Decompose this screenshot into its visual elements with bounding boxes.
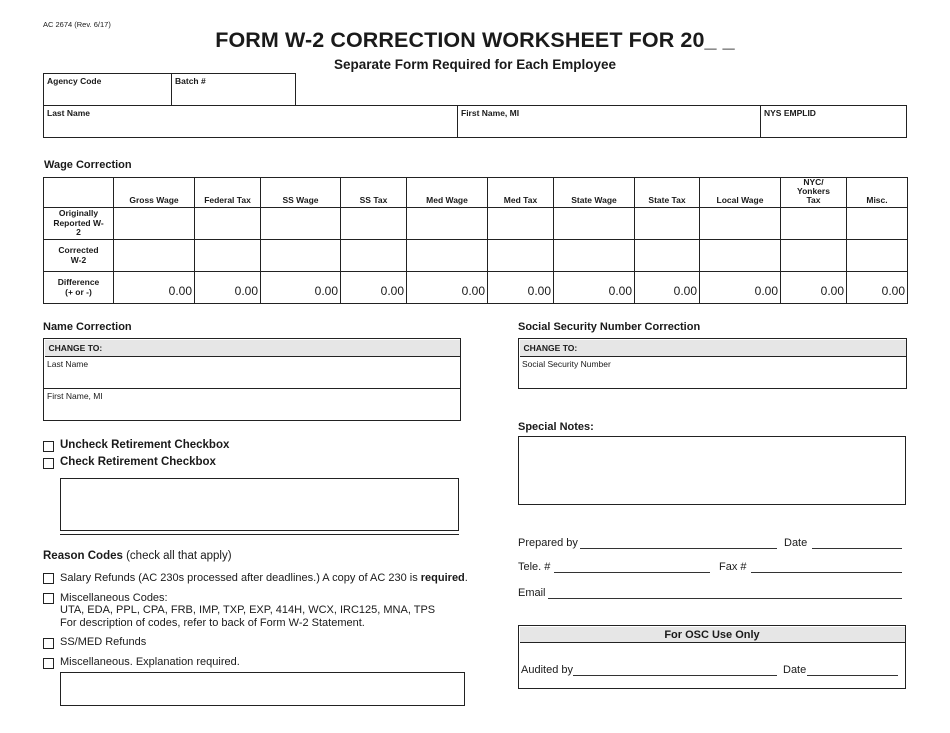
difference-cell: 0.00 [114,272,195,304]
page-subtitle: Separate Form Required for Each Employee [333,57,617,72]
row-label: Corrected W-2 [44,240,114,272]
audited-by-label: Audited by [521,664,573,676]
corrected-cell[interactable] [700,240,781,272]
misc-codes-list: UTA, EDA, PPL, CPA, FRB, IMP, TXP, EXP, 414H, WCX, IRC125, MNA, TPS [60,604,436,616]
name-change-to-bar: CHANGE TO: [45,340,460,357]
corrected-cell[interactable] [407,240,488,272]
col-header: State Tax [635,178,700,208]
misc-codes-title: Miscellaneous Codes: [60,592,168,604]
last-name-field[interactable]: Last Name [47,108,90,118]
table-row [44,272,908,304]
corrected-cell[interactable] [261,240,341,272]
salary-refunds-checkbox[interactable] [43,573,54,584]
wage-correction-table [43,177,908,304]
difference-cell: 0.00 [635,272,700,304]
originally-reported-cell[interactable] [195,208,261,240]
misc-explanation-box[interactable] [60,672,465,706]
new-first-name-field[interactable]: First Name, MI [47,391,103,401]
corrected-cell[interactable] [635,240,700,272]
salary-refunds-period: . [464,572,468,584]
new-ssn-field[interactable]: Social Security Number [522,359,611,369]
uncheck-retirement-checkbox[interactable] [43,441,54,452]
name-correction-heading: Name Correction [43,321,132,333]
col-header: NYC/ Yonkers Tax [781,178,847,208]
corrected-cell[interactable] [554,240,635,272]
table-header-row [44,178,908,208]
difference-cell: 0.00 [341,272,407,304]
corrected-cell[interactable] [847,240,908,272]
salary-refunds-text: Salary Refunds (AC 230s processed after deadlines.) A copy of AC 230 is [60,572,421,584]
table-row [44,240,908,272]
originally-reported-cell[interactable] [635,208,700,240]
reason-codes-title: Reason Codes [43,550,123,562]
originally-reported-cell[interactable] [407,208,488,240]
col-header: Gross Wage [114,178,195,208]
originally-reported-cell[interactable] [847,208,908,240]
osc-title-bar: For OSC Use Only [520,627,905,643]
difference-cell: 0.00 [261,272,341,304]
originally-reported-cell[interactable] [781,208,847,240]
prepared-by-label: Prepared by [518,537,578,549]
difference-cell: 0.00 [700,272,781,304]
col-header: Med Tax [488,178,554,208]
agency-code-field[interactable]: Agency Code [47,76,102,86]
originally-reported-cell[interactable] [114,208,195,240]
fax-field[interactable] [751,572,902,573]
first-name-field[interactable]: First Name, MI [461,108,520,118]
corrected-cell[interactable] [114,240,195,272]
audited-date-label: Date [783,664,807,676]
retirement-notes-box[interactable] [60,478,459,531]
difference-cell: 0.00 [781,272,847,304]
nys-emplid-field[interactable]: NYS EMPLID [764,108,816,118]
audited-date-field[interactable] [807,675,898,676]
difference-cell: 0.00 [407,272,488,304]
special-notes-heading: Special Notes: [518,421,594,433]
difference-cell: 0.00 [554,272,635,304]
originally-reported-cell[interactable] [700,208,781,240]
row-label: Difference (+ or -) [44,272,114,304]
misc-explanation-checkbox[interactable] [43,658,54,669]
page-title: FORM W-2 CORRECTION WORKSHEET FOR 20_ _ [215,28,735,52]
corrected-cell[interactable] [195,240,261,272]
ss-med-refunds-label: SS/MED Refunds [60,636,147,648]
tele-field[interactable] [554,572,710,573]
table-row [44,208,908,240]
corner-cell [44,178,114,208]
email-field[interactable] [548,598,902,599]
originally-reported-cell[interactable] [341,208,407,240]
audited-by-field[interactable] [573,675,777,676]
new-last-name-field[interactable]: Last Name [47,359,89,369]
corrected-cell[interactable] [488,240,554,272]
check-retirement-checkbox[interactable] [43,458,54,469]
uncheck-retirement-label: Uncheck Retirement Checkbox [60,439,230,451]
originally-reported-cell[interactable] [554,208,635,240]
fax-label: Fax # [719,561,747,573]
difference-cell: 0.00 [847,272,908,304]
row-label: Originally Reported W-2 [44,208,114,240]
prepared-date-field[interactable] [812,548,902,549]
corrected-cell[interactable] [341,240,407,272]
reason-codes-hint: (check all that apply) [126,550,232,562]
originally-reported-cell[interactable] [488,208,554,240]
col-header: Misc. [847,178,908,208]
prepared-date-label: Date [784,537,808,549]
tele-label: Tele. # [518,561,551,573]
salary-refunds-label [60,572,468,584]
col-header: Federal Tax [195,178,261,208]
special-notes-box[interactable] [518,436,906,505]
reason-codes-heading [43,550,232,562]
col-header: SS Wage [261,178,341,208]
ss-med-refunds-checkbox[interactable] [43,638,54,649]
prepared-by-field[interactable] [580,548,777,549]
misc-codes-checkbox[interactable] [43,593,54,604]
batch-field[interactable]: Batch # [175,76,206,86]
col-header: State Wage [554,178,635,208]
col-header: Med Wage [407,178,488,208]
misc-explanation-label: Miscellaneous. Explanation required. [60,656,240,668]
email-label: Email [518,587,546,599]
ssn-change-to-bar: CHANGE TO: [520,340,906,357]
col-header: SS Tax [341,178,407,208]
col-header: Local Wage [700,178,781,208]
difference-cell: 0.00 [195,272,261,304]
check-retirement-label: Check Retirement Checkbox [60,456,216,468]
difference-cell: 0.00 [488,272,554,304]
wage-correction-heading: Wage Correction [44,159,132,171]
form-number: AC 2674 (Rev. 6/17) [43,20,111,29]
originally-reported-cell[interactable] [261,208,341,240]
corrected-cell[interactable] [781,240,847,272]
required-emphasis: required [420,572,465,584]
misc-codes-note: For description of codes, refer to back of Form W-2 Statement. [60,617,365,629]
ssn-correction-heading: Social Security Number Correction [518,321,701,333]
